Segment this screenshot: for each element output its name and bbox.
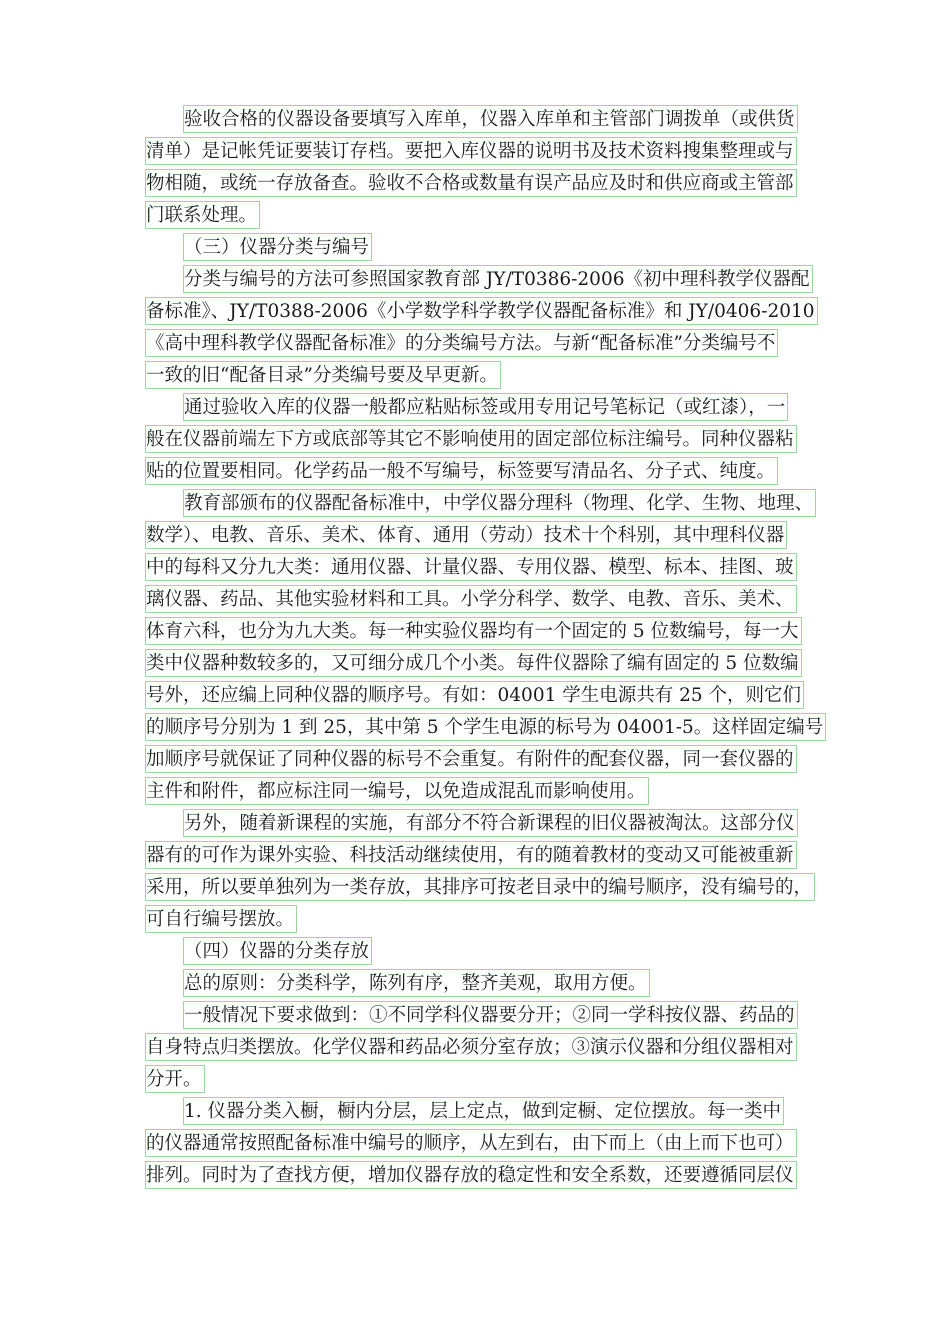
text-line: 主件和附件，都应标注同一编号，以免造成混乱而影响使用。 (145, 777, 649, 805)
text-line: 加顺序号就保证了同种仪器的标号不会重复。有附件的配套仪器，同一套仪器的 (145, 745, 797, 773)
text-line: 1. 仪器分类入橱，橱内分层，层上定点，做到定橱、定位摆放。每一类中 (183, 1097, 784, 1125)
text-line: 《高中理科教学仪器配备标准》的分类编号方法。与新“配备标准”分类编号不 (145, 329, 778, 357)
text-line: 总的原则：分类科学，陈列有序，整齐美观，取用方便。 (183, 969, 650, 997)
text-line: 分类与编号的方法可参照国家教育部 JY/T0386-2006《初中理科教学仪器配 (183, 265, 813, 293)
section-heading: （四）仪器的分类存放 (183, 937, 372, 965)
text-line: 采用，所以要单独列为一类存放，其排序可按老目录中的编号顺序，没有编号的， (145, 873, 815, 901)
text-line: 备标准》、JY/T0388-2006《小学数学科学教学仪器配备标准》和 JY/0406-2010 (145, 297, 818, 325)
text-line: 教育部颁布的仪器配备标准中，中学仪器分理科（物理、化学、生物、地理、 (183, 489, 816, 517)
text-line: 一致的旧“配备目录”分类编号要及早更新。 (145, 361, 501, 389)
text-line: 璃仪器、药品、其他实验材料和工具。小学分科学、数学、电教、音乐、美术、 (145, 585, 797, 613)
text-line: 分开。 (145, 1065, 205, 1093)
text-line: 器有的可作为课外实验、科技活动继续使用，有的随着教材的变动又可能被重新 (145, 841, 797, 869)
text-line: 体育六科，也分为九大类。每一种实验仪器均有一个固定的 5 位数编号，每一大 (145, 617, 802, 645)
text-line: 中的每科又分九大类：通用仪器、计量仪器、专用仪器、模型、标本、挂图、玻 (145, 553, 797, 581)
text-line: 类中仪器种数较多的，又可细分成几个小类。每件仪器除了编有固定的 5 位数编 (145, 649, 802, 677)
text-line: 排列。同时为了查找方便，增加仪器存放的稳定性和安全系数，还要遵循同层仪 (145, 1161, 797, 1189)
text-line: 清单）是记帐凭证要装订存档。要把入库仪器的说明书及技术资料搜集整理或与 (145, 137, 797, 165)
text-line: 一般情况下要求做到：①不同学科仪器要分开；②同一学科按仪器、药品的 (183, 1001, 798, 1029)
text-line: 可自行编号摆放。 (145, 905, 297, 933)
text-line: 通过验收入库的仪器一般都应粘贴标签或用专用记号笔标记（或红漆），一 (183, 393, 788, 421)
text-line: 的顺序号分别为 1 到 25，其中第 5 个学生电源的标号为 04001-5。这样固定编号 (145, 713, 826, 741)
text-line: 门联系处理。 (145, 201, 260, 229)
text-line: 般在仪器前端左下方或底部等其它不影响使用的固定部位标注编号。同种仪器粘 (145, 425, 797, 453)
text-line: 另外，随着新课程的实施，有部分不符合新课程的旧仪器被淘汰。这部分仪 (183, 809, 798, 837)
text-line: 物相随，或统一存放备查。验收不合格或数量有误产品应及时和供应商或主管部 (145, 169, 797, 197)
text-line: 数学）、电教、音乐、美术、体育、通用（劳动）技术十个科别，其中理科仪器 (145, 521, 787, 549)
text-line: 贴的位置要相同。化学药品一般不写编号，标签要写清品名、分子式、纯度。 (145, 457, 778, 485)
section-heading: （三）仪器分类与编号 (183, 233, 372, 261)
text-line: 自身特点归类摆放。化学仪器和药品必须分室存放；③演示仪器和分组仪器相对 (145, 1033, 797, 1061)
text-line: 的仪器通常按照配备标准中编号的顺序，从左到右，由下而上（由上而下也可） (145, 1129, 797, 1157)
text-line: 号外，还应编上同种仪器的顺序号。有如：04001 学生电源共有 25 个，则它们 (145, 681, 804, 709)
text-line: 验收合格的仪器设备要填写入库单，仪器入库单和主管部门调拨单（或供货 (183, 105, 798, 133)
